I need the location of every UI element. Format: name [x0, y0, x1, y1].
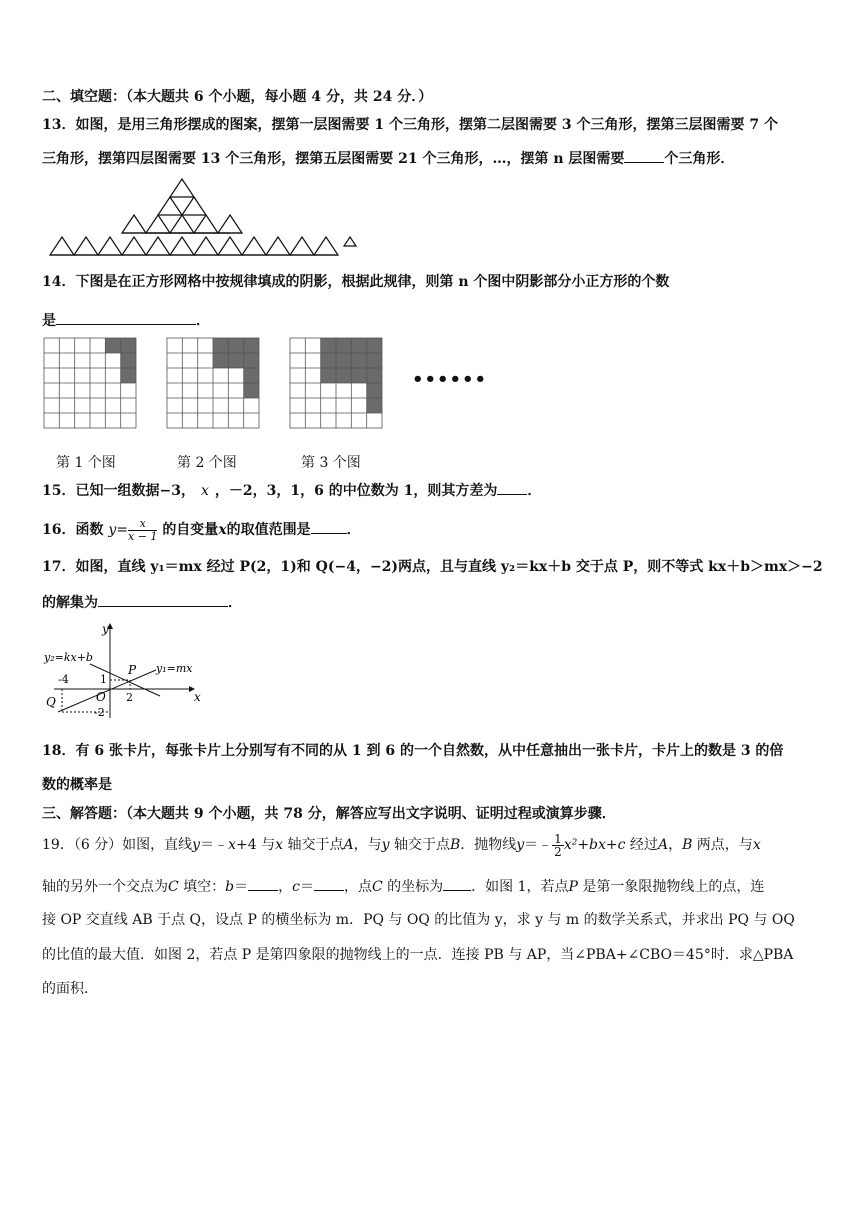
q14-grid-3 [290, 338, 383, 428]
q14-answer-blank[interactable] [56, 310, 196, 325]
triangle-row3 [170, 215, 194, 233]
q19-l1a: 19．（6 分）如图，直线 [42, 837, 193, 853]
q19-line-1 [42, 830, 761, 860]
q16-line [42, 516, 361, 544]
q15-x: x [200, 483, 209, 499]
q19-l1q: 经过 [625, 837, 658, 853]
triangle-row4 [194, 237, 218, 255]
q19-l1e: +4 与 [236, 837, 276, 853]
section-2-heading: 二、填空题：（本大题共 6 个小题，每小题 4 分，共 24 分．） [42, 89, 433, 105]
q19-l2c: 填空： [178, 879, 226, 895]
q19-c-blank[interactable] [314, 876, 344, 891]
q14-caption-1: 第 1 个图 [56, 455, 116, 471]
q16-text-d: ． [346, 522, 361, 538]
y-axis-label: y [102, 622, 109, 636]
q19-l2i: ，点 [343, 879, 372, 895]
q14-line-1: 14．下图是在正方形网格中按规律填成的阴影，根据此规律，则第 n 个图中阴影部分小正方形的个数 [42, 274, 670, 290]
q19-l1i: ，与 [353, 837, 382, 853]
q16-frac-num: x [128, 518, 157, 531]
q17-text-end: ． [228, 595, 242, 611]
q16-fraction [128, 518, 157, 543]
q19-l2d: b [225, 879, 235, 895]
q19-l1u: 两点，与 [692, 837, 753, 853]
q14-line-2 [42, 310, 210, 330]
q17-line-2 [42, 592, 242, 612]
q16-frac-den: x − 1 [128, 529, 158, 543]
q14-text: 是 [42, 313, 56, 329]
y1-label: y₁=mx [156, 662, 193, 675]
q15-text-a: 15．已知一组数据−3， [42, 483, 195, 499]
triangle-row4 [218, 237, 242, 255]
triangle-row4 [50, 237, 74, 255]
q13-triangle-figure [44, 176, 356, 262]
q15-text-b: ，－2，3，1，6 的中位数为 1，则其方差为 [214, 483, 498, 499]
q18-line-2: 数的概率是 [42, 777, 112, 793]
q16-text-b: 的自变量 [162, 522, 219, 538]
triangle-row4 [74, 237, 98, 255]
q19-l2n: 是第一象限抛物线上的点，连 [577, 879, 765, 895]
q19-l1c: ＝﹣ [200, 837, 229, 853]
q14-text-end: ． [196, 313, 210, 329]
q17-line-1: 17．如图，直线 y₁＝mx 经过 P(2，1)和 Q(−4，−2)两点，且与直线 y₂＝kx＋b 交于点 P，则不等式 kx＋b＞mx＞−2 [42, 559, 823, 575]
origin-label: O [96, 690, 106, 704]
q19-l2g: c [292, 879, 300, 895]
q19-l1t: B [682, 837, 693, 853]
triangle-row3 [194, 215, 218, 233]
q19-l1g: 轴交于点 [283, 837, 344, 853]
q16-eq: = [116, 522, 129, 538]
triangle-row4 [122, 237, 146, 255]
q19-l2e: ＝ [234, 879, 249, 895]
q15-line [42, 480, 541, 500]
q14-caption-3: 第 3 个图 [301, 455, 361, 471]
q17-coordinate-figure [44, 620, 204, 720]
q19-l1f: x [275, 837, 283, 853]
q19-l1n: y [516, 837, 525, 853]
tick-neg2: -2 [94, 706, 105, 719]
q19-l1o: ＝﹣ [524, 837, 553, 853]
line-y1 [58, 670, 156, 712]
q17-answer-blank[interactable] [98, 592, 228, 607]
triangle-row4 [170, 237, 194, 255]
tick-2: 2 [126, 691, 133, 704]
q19-l2k: 的坐标为 [382, 879, 444, 895]
triangle-row2 [182, 197, 206, 215]
q19-l1m: ．抛物线 [460, 837, 517, 853]
q14-grid-2 [167, 338, 260, 428]
q13-answer-blank[interactable] [624, 148, 664, 163]
q19-l1j: y [381, 837, 390, 853]
q19-l1d: x [228, 837, 236, 853]
q19-l2j: C [371, 879, 383, 895]
point-q-label: Q [46, 695, 56, 709]
triangle-row3 [122, 215, 146, 233]
q19-l2h: ＝ [299, 879, 314, 895]
triangle-row3 [218, 215, 242, 233]
q17-text: 的解集为 [42, 595, 98, 611]
q16-answer-blank[interactable] [311, 519, 347, 534]
triangle-row3 [146, 215, 170, 233]
q13-text-end: 个三角形． [664, 151, 735, 167]
tick-neg4: -4 [58, 673, 69, 686]
q19-l1s: ， [668, 837, 683, 853]
q19-l1r: A [657, 837, 669, 853]
triangle-row4 [98, 237, 122, 255]
q19-line-4: 的比值的最大值．如图 2，若点 P 是第四象限的抛物线上的一点．连接 PB 与 AP，当∠PBA+∠CBO＝45°时．求△PBA [42, 947, 794, 963]
q14-caption-2: 第 2 个图 [177, 455, 237, 471]
triangle-row4 [314, 237, 338, 255]
point-p-label: P [128, 663, 137, 677]
q19-l2m: P [568, 879, 578, 895]
q13-line-1: 13．如图，是用三角形摆成的图案，摆第一层图需要 1 个三角形，摆第二层图需要 3 个三角形，摆第三层图需要 7 个 [42, 117, 778, 133]
q19-l1h: A [343, 837, 354, 853]
q19-line-2 [42, 876, 764, 896]
triangle-row4 [146, 237, 170, 255]
triangle-row1 [170, 179, 194, 197]
q19-line-3: 接 OP 交直线 AB 于点 Q，设点 P 的横坐标为 m．PQ 与 OQ 的比值为 y，求 y 与 m 的数学关系式，并求出 PQ 与 OQ [42, 912, 795, 928]
q19-l1v: x [752, 837, 761, 853]
q19-l1k: 轴交于点 [389, 837, 450, 853]
q19-point-c-blank[interactable] [443, 876, 471, 891]
q13-text: 三角形，摆第四层图需要 13 个三角形，摆第五层图需要 21 个三角形，…，摆第 n 层图需要 [42, 151, 625, 167]
triangle-row4 [266, 237, 290, 255]
q13-line-2 [42, 148, 734, 168]
q16-y: y [108, 522, 117, 538]
q19-l2l: ．如图 1，若点 [471, 879, 569, 895]
tick-1: 1 [100, 673, 107, 686]
q16-x: x [218, 522, 227, 538]
q19-line-5: 的面积． [42, 981, 98, 997]
q19-l2f: ， [278, 879, 293, 895]
triangle-row4 [242, 237, 266, 255]
q15-text-c: ． [527, 483, 542, 499]
q14-grid-1 [44, 338, 137, 428]
q18-line-1: 18．有 6 张卡片，每张卡片上分别写有不同的从 1 到 6 的一个自然数，从中任意抽出一张卡片，卡片上的数是 3 的倍 [42, 743, 784, 759]
q19-fraction [552, 833, 564, 858]
q19-l2b: C [168, 879, 179, 895]
x-axis-label: x [194, 690, 201, 704]
triangle-row4-edge [344, 237, 356, 246]
triangle-row4 [290, 237, 314, 255]
q16-text-a: 16．函数 [42, 522, 104, 538]
q19-l1b: y [192, 837, 201, 853]
q19-frac-den: 2 [554, 844, 562, 859]
triangle-row2 [158, 197, 182, 215]
q14-ellipsis: •••••• [412, 369, 488, 390]
q19-l2a: 轴的另外一个交点为 [42, 879, 168, 895]
y2-label: y₂=kx+b [44, 651, 93, 664]
q19-b-blank[interactable] [248, 876, 278, 891]
q19-l1p: x²+bx+c [563, 837, 626, 853]
q19-l1l: B [449, 837, 461, 853]
q19-frac-num: 1 [554, 831, 562, 846]
q15-answer-blank[interactable] [497, 480, 527, 495]
section-3-heading: 三、解答题：（本大题共 9 个小题，共 78 分，解答应写出文字说明、证明过程或演算步骤． [42, 806, 616, 822]
q16-text-c: 的取值范围是 [226, 522, 311, 538]
